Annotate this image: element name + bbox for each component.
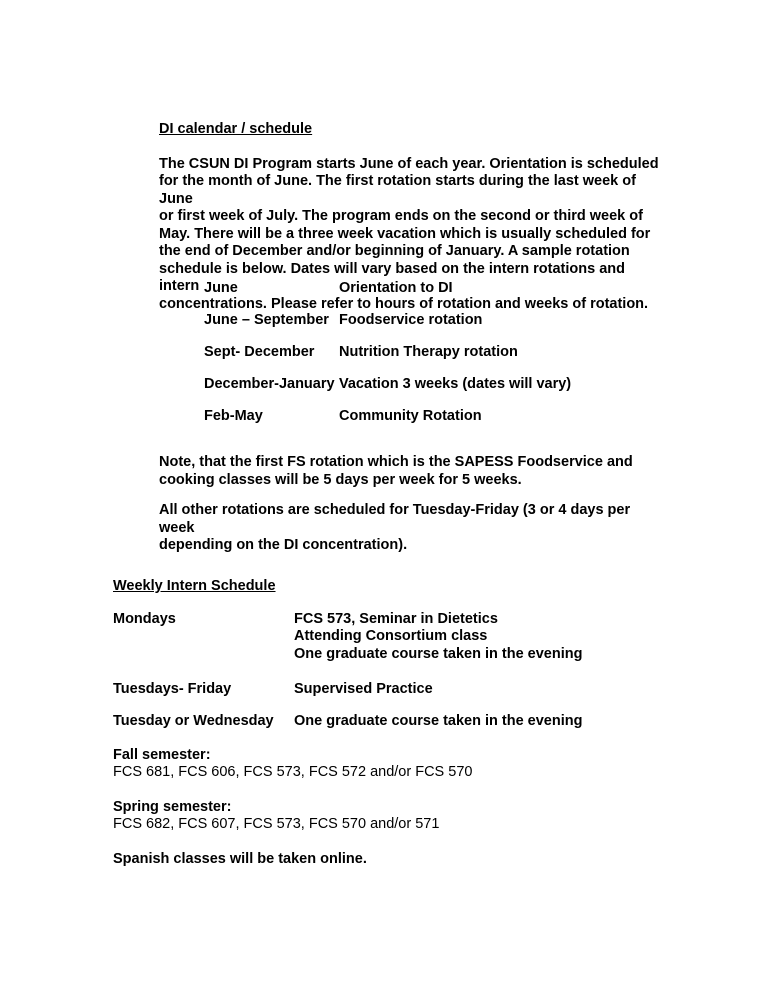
fall-semester bbox=[113, 747, 673, 782]
spanish-note: Spanish classes will be taken online. bbox=[113, 850, 367, 867]
intro-line: for the month of June. The first rotation starts during the last week of June bbox=[159, 173, 636, 207]
other-rotations-paragraph bbox=[159, 502, 659, 555]
rotation-name: Orientation to DI bbox=[339, 280, 453, 296]
rotation-period: December-January bbox=[204, 376, 335, 392]
intro-line: schedule is below. Dates will vary based on the intern rotations and intern bbox=[159, 260, 625, 294]
note-line: Note, that the first FS rotation which is the SAPESS Foodservice and bbox=[159, 454, 633, 470]
weekly-items bbox=[294, 713, 582, 731]
rotation-period: June – September bbox=[204, 312, 329, 328]
weekly-row bbox=[113, 681, 673, 699]
weekly-section bbox=[113, 578, 673, 868]
spring-semester bbox=[113, 799, 673, 834]
intro-line: or first week of July. The program ends on the second or third week of bbox=[159, 208, 643, 224]
fall-semester-label: Fall semester: bbox=[113, 746, 211, 763]
rotation-name: Foodservice rotation bbox=[339, 312, 483, 328]
weekly-item: Attending Consortium class bbox=[294, 628, 488, 644]
spring-semester-label: Spring semester: bbox=[113, 798, 232, 815]
other-line: All other rotations are scheduled for Tuesday-Friday (3 or 4 days per week bbox=[159, 502, 631, 536]
note-line: cooking classes will be 5 days per week for 5 weeks. bbox=[159, 471, 522, 488]
weekly-item: One graduate course taken in the evening bbox=[294, 645, 583, 662]
weekly-items bbox=[294, 611, 582, 664]
weekly-day: Mondays bbox=[113, 610, 176, 627]
fall-semester-courses: FCS 681, FCS 606, FCS 573, FCS 572 and/or FCS 570 bbox=[113, 764, 473, 780]
weekly-item: One graduate course taken in the evening bbox=[294, 712, 583, 729]
other-line: depending on the DI concentration). bbox=[159, 537, 408, 553]
rotation-period: Feb-May bbox=[204, 408, 263, 424]
rotation-name: Community Rotation bbox=[339, 408, 482, 424]
weekly-day: Tuesdays- Friday bbox=[113, 680, 232, 697]
weekly-row bbox=[113, 611, 673, 667]
note-paragraph bbox=[159, 454, 659, 489]
rotation-name: Nutrition Therapy rotation bbox=[339, 344, 518, 360]
weekly-day: Tuesday or Wednesday bbox=[113, 712, 274, 729]
rotation-period: June bbox=[204, 280, 238, 296]
weekly-item: Supervised Practice bbox=[294, 680, 433, 697]
calendar-title: DI calendar / schedule bbox=[159, 121, 313, 137]
intro-line: concentrations. Please refer to hours of rotation and weeks of rotation. bbox=[159, 295, 649, 312]
weekly-items bbox=[294, 681, 433, 699]
spring-semester-courses: FCS 682, FCS 607, FCS 573, FCS 570 and/or 571 bbox=[113, 816, 440, 832]
rotation-name: Vacation 3 weeks (dates will vary) bbox=[339, 376, 572, 392]
intro-line: The CSUN DI Program starts June of each year. Orientation is scheduled bbox=[159, 155, 659, 172]
intro-line: the end of December and/or beginning of January. A sample rotation bbox=[159, 243, 630, 259]
intro-line: May. There will be a three week vacation which is usually scheduled for bbox=[159, 225, 651, 242]
weekly-row bbox=[113, 713, 673, 731]
weekly-item: FCS 573, Seminar in Dietetics bbox=[294, 610, 498, 627]
weekly-title: Weekly Intern Schedule bbox=[113, 578, 276, 594]
rotation-period: Sept- December bbox=[204, 344, 315, 360]
